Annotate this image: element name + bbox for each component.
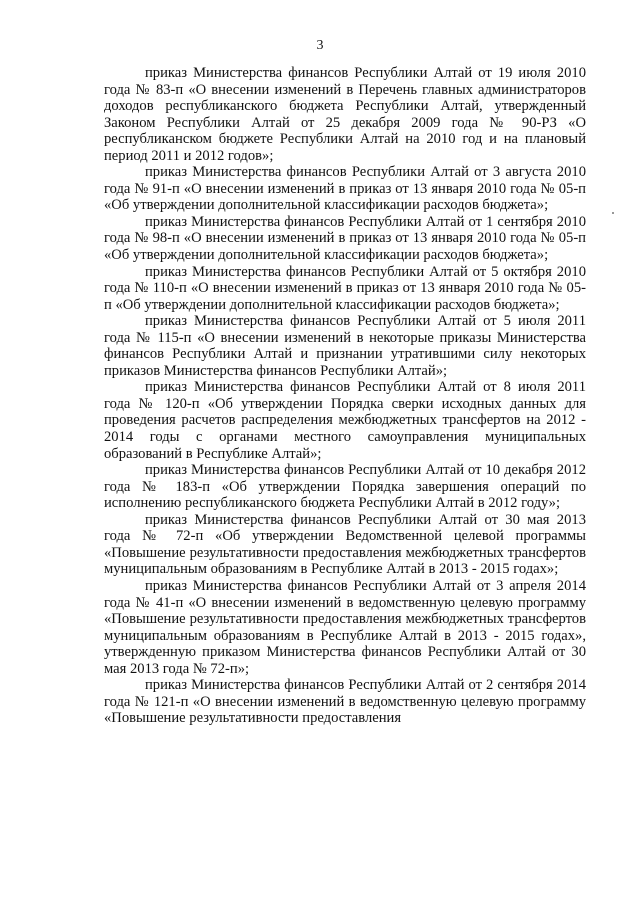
- order-paragraph-2: приказ Министерства финансов Республики Алтай от 3 августа 2010 года № 91-п «О внесении изменений в приказ от 13 января 2010 года № 05-п «Об утверждении дополнительной классификации расходов бюджета»;: [104, 164, 586, 214]
- order-paragraph-9: приказ Министерства финансов Республики Алтай от 3 апреля 2014 года № 41-п «О внесении изменений в ведомственную целевую программу «Повышение результативности предоставления межбюджетных трансфертов муниципальным образованиям в Республике Алтай в 2013 - 2015 годах», утвержденную приказом Министерства финансов Республики Алтай от 30 мая 2013 года № 72-п»;: [104, 577, 586, 677]
- order-paragraph-3: приказ Министерства финансов Республики Алтай от 1 сентября 2010 года № 98-п «О внесении изменений в приказ от 13 января 2010 года № 05-п «Об утверждении дополнительной классификации расходов бюджета»;: [104, 213, 586, 264]
- order-paragraph-7: приказ Министерства финансов Республики Алтай от 10 декабря 2012 года № 183-п «Об утверждении Порядка завершения операций по исполнению республиканского бюджета Республики Алтай в 2012 году»;: [104, 462, 586, 512]
- order-paragraph-6: приказ Министерства финансов Республики Алтай от 8 июля 2011 года № 120-п «Об утверждении Порядка сверки исходных данных для проведения расчетов распределения межбюджетных трансфертов на 2012 - 2014 годы с органами местного самоуправления муниципальных образований в Республике Алтай»;: [104, 379, 586, 462]
- order-paragraph-1: приказ Министерства финансов Республики Алтай от 19 июля 2010 года № 83-п «О внесении изменений в Перечень главных администраторов доходов республиканского бюджета Республики Алтай, утвержденный Законом Республики Алтай от 25 декабря 2009 года № 90-РЗ «О республиканском бюджете Республики Алтай на 2010 год и на плановый период 2011 и 2012 годов»;: [104, 65, 586, 164]
- document-body: [104, 65, 586, 727]
- scan-speck: [612, 212, 614, 214]
- order-paragraph-8: приказ Министерства финансов Республики Алтай от 30 мая 2013 года № 72-п «Об утверждении Ведомственной целевой программы «Повышение результативности предоставления межбюджетных трансфертов муниципальным образованиям в Республике Алтай в 2013 - 2015 годах»;: [104, 511, 586, 578]
- page-number: 3: [316, 38, 324, 53]
- order-paragraph-5: приказ Министерства финансов Республики Алтай от 5 июля 2011 года № 115-п «О внесении изменений в некоторые приказы Министерства финансов Республики Алтай и признании утратившими силу некоторых приказов Министерства финансов Республики Алтай»;: [104, 313, 586, 379]
- order-paragraph-10: приказ Министерства финансов Республики Алтай от 2 сентября 2014 года № 121-п «О внесении изменений в ведомственную целевую программу «Повышение результативности предоставления: [104, 677, 586, 727]
- order-paragraph-4: приказ Министерства финансов Республики Алтай от 5 октября 2010 года № 110-п «О внесении изменений в приказ от 13 января 2010 года № 05-п «Об утверждении дополнительной классификации расходов бюджета»;: [104, 263, 586, 313]
